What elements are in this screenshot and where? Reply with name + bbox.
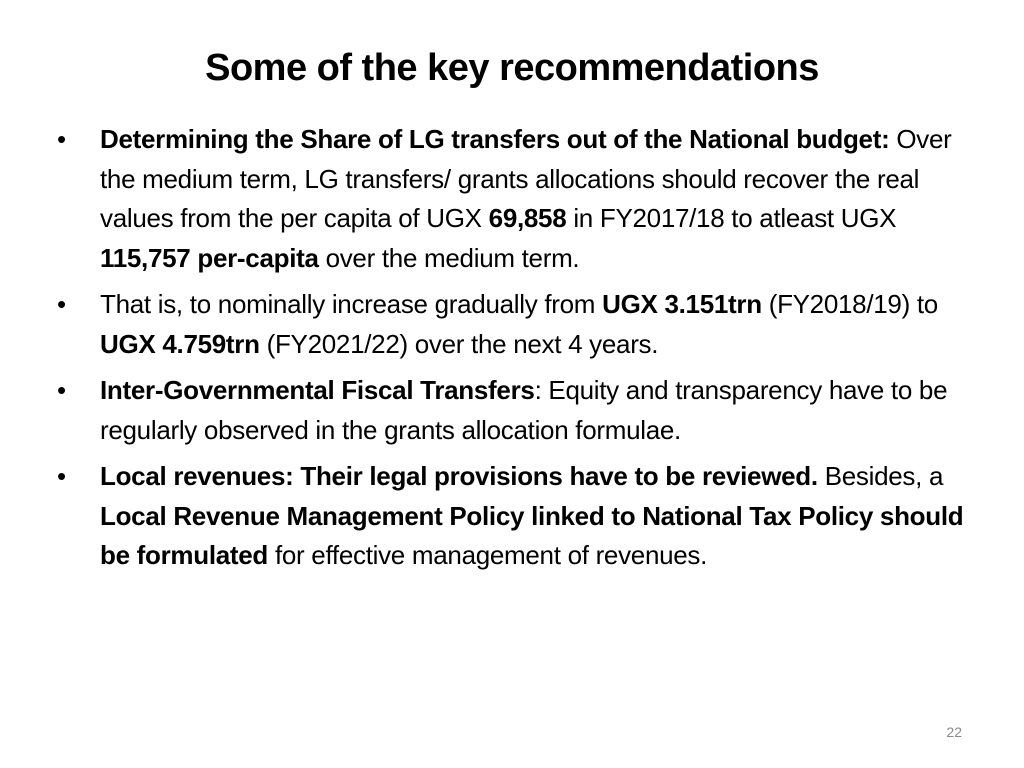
page-number: 22 [946,724,962,740]
bullet-text: (FY2021/22) over the next 4 years. [259,328,659,359]
bullet-heading: Local revenues: Their legal provisions have to be reviewed. [100,461,818,491]
amount-fy2021-value: UGX 4.759trn [100,328,260,359]
bullet-text: (FY2018/19) to [761,289,938,319]
amount-fy2018-value: UGX 3.151trn [602,289,762,319]
bullet-heading: Determining the Share of LG transfers out of the National budget: [100,124,890,154]
bullet-text: over the medium term. [318,242,580,273]
bullet-icon: • [57,375,66,405]
per-capita-target-value: 115,757 per-capita [100,242,319,273]
bullet-text: Over the medium term, LG transfers/ grants allocations should recover the real values from the per capita of UGX [100,124,952,233]
bullet-text: for effective management of revenues. [268,540,708,570]
bullet-text: Besides, a [817,461,944,491]
bullet-text: That is, to nominally increase gradually from [100,289,603,319]
bullet-icon: • [57,289,66,319]
bullet-item-local-revenues [57,457,972,576]
bullet-heading: Inter-Governmental Fiscal Transfers [100,375,535,405]
bullet-text: : Equity and transparency have to be regularly observed in the grants allocation formulae. [100,375,948,445]
recommendations-list [57,120,972,583]
bullet-item-nominal-increase [57,285,972,364]
bullet-item-fiscal-transfers [57,371,972,450]
bullet-icon: • [57,124,66,154]
bullet-item-lg-transfers-share [57,120,972,278]
bullet-icon: • [57,461,66,491]
per-capita-2017-value: 69,858 [488,203,567,233]
slide-title: Some of the key recommendations [205,47,819,89]
bullet-text: in FY2017/18 to atleast UGX [566,203,897,233]
policy-recommendation: Local Revenue Management Policy linked to National Tax Policy should be formulated [100,500,964,570]
